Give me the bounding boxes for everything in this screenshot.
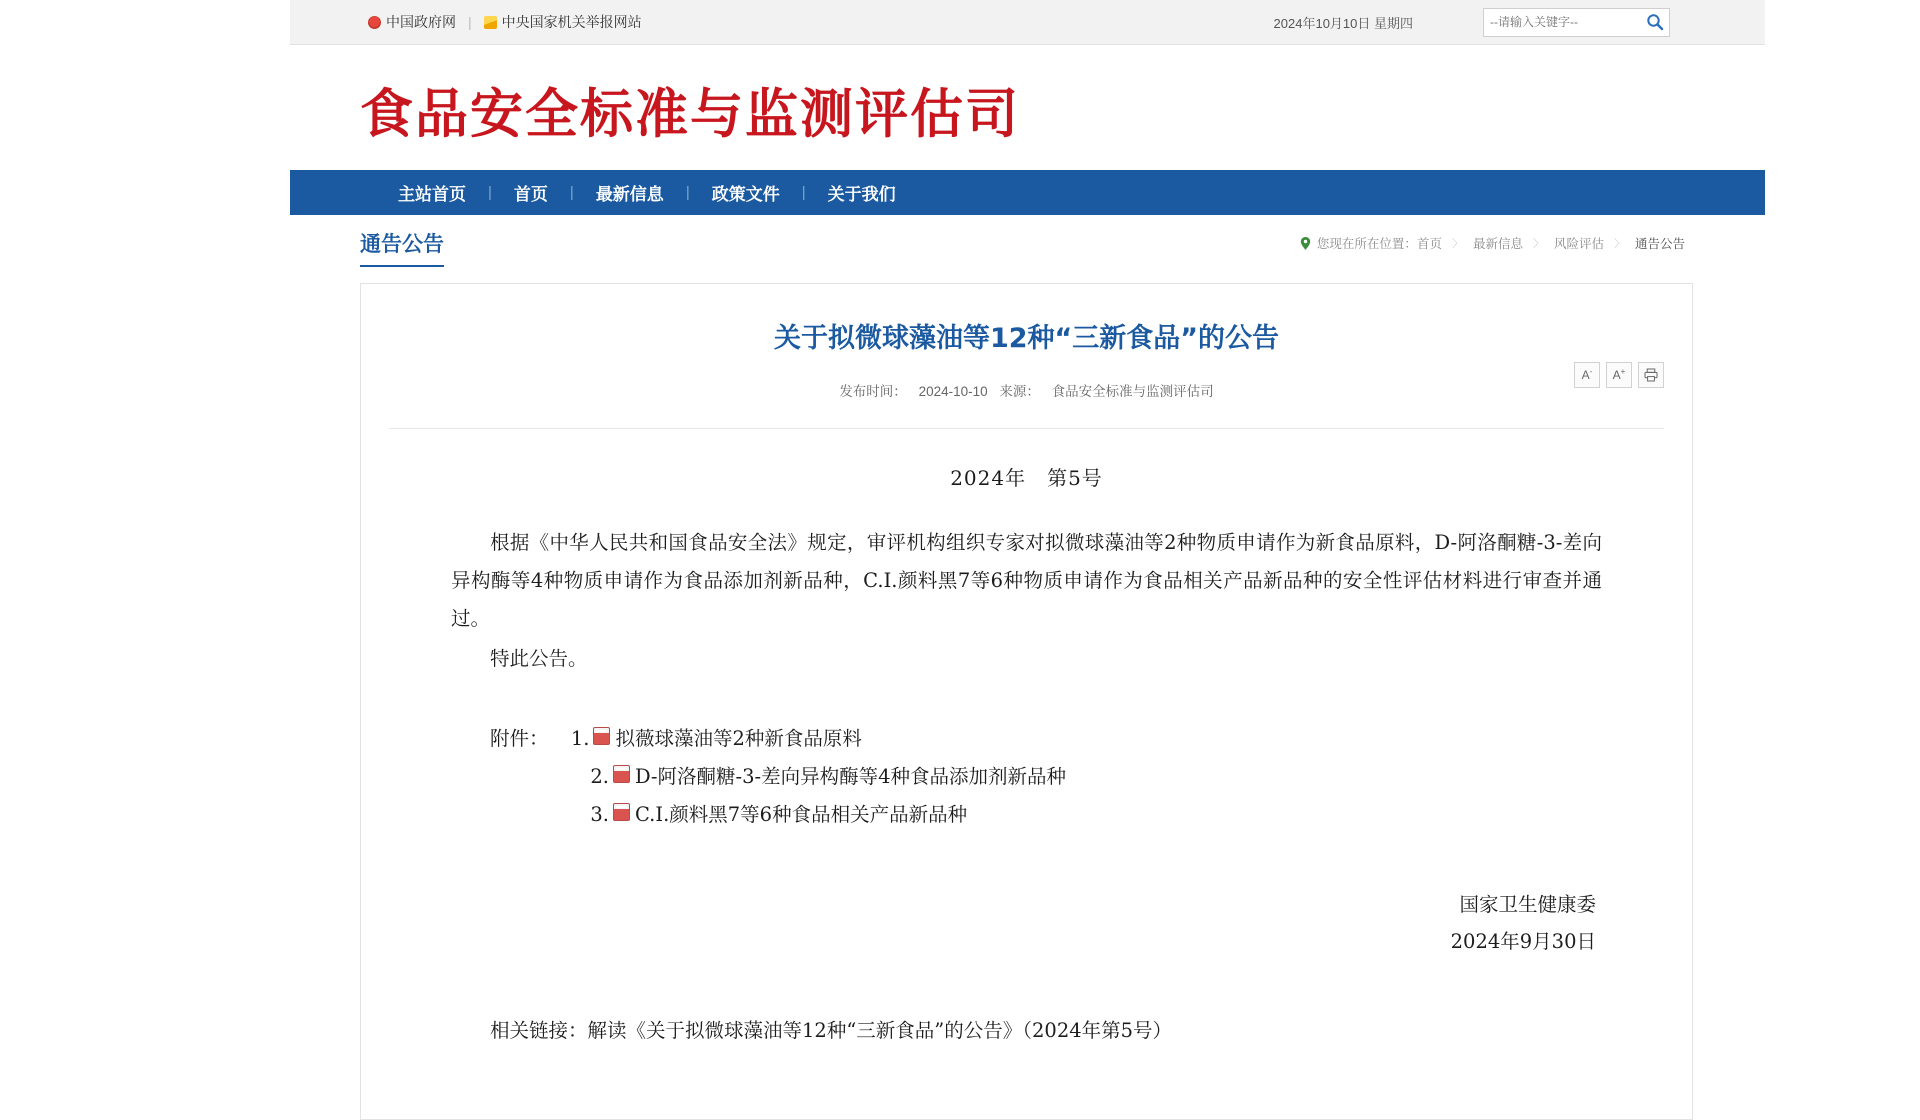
font-larger-label: A: [1612, 368, 1621, 382]
pdf-file-icon: [613, 765, 630, 783]
search-input[interactable]: [1484, 11, 1640, 34]
breadcrumb-prefix: 您现在所在位置：: [1316, 237, 1417, 251]
location-pin-icon: [1300, 237, 1311, 250]
attachment-1-link[interactable]: 拟薇球藻油等2种新食品原料: [615, 726, 862, 750]
printer-icon: [1644, 368, 1658, 382]
link-china-gov[interactable]: [368, 12, 456, 32]
breadcrumb-item-home[interactable]: 首页: [1416, 237, 1442, 251]
nav-divider-3: |: [685, 184, 690, 201]
nav-item-home-main[interactable]: 主站首页: [398, 185, 466, 204]
attachment-3-link[interactable]: C.I.颜料黑7等6种食品相关产品新品种: [634, 802, 968, 826]
breadcrumb-item-risk-assessment[interactable]: 风险评估: [1553, 237, 1604, 251]
nav-divider-4: |: [801, 184, 806, 201]
site-title: 食品安全标准与监测评估司: [360, 84, 1020, 145]
print-button[interactable]: [1638, 362, 1664, 388]
topbar-separator: |: [468, 14, 472, 30]
report-badge-icon: [484, 16, 497, 29]
gov-badge-icon: [368, 16, 381, 29]
font-smaller-label: A: [1581, 368, 1590, 382]
document-number: 2024年 第5号: [950, 465, 1103, 490]
paragraph-2: 特此公告。: [490, 646, 588, 670]
main-nav: [290, 170, 1765, 215]
breadcrumb-arrow-3: 〉: [1613, 238, 1625, 250]
related-link[interactable]: 解读《关于拟微球藻油等12种“三新食品”的公告》（2024年第5号）: [587, 1019, 1173, 1042]
nav-item-about-us[interactable]: 关于我们: [827, 185, 896, 204]
channel-row: [290, 228, 1765, 270]
page-title: 通告公告: [360, 228, 444, 267]
publish-time-value: 2024-10-10: [918, 383, 988, 399]
attachment-1-number: 1.: [570, 726, 590, 750]
attachment-3-number: 3.: [590, 802, 609, 826]
top-utility-bar: [290, 0, 1765, 45]
related-link-label: 相关链接：: [490, 1019, 588, 1042]
article-title: 关于拟微球藻油等12种“三新食品”的公告: [773, 323, 1280, 354]
font-larger-button[interactable]: [1606, 362, 1632, 388]
source-value: 食品安全标准与监测评估司: [1051, 383, 1214, 399]
left-gutter: [0, 0, 290, 1120]
font-smaller-sup: -: [1589, 366, 1593, 376]
font-smaller-button[interactable]: [1574, 362, 1600, 388]
nav-divider-2: |: [569, 184, 574, 201]
link-china-gov-label: 中国政府网: [386, 14, 456, 30]
article-body: [451, 459, 1602, 1050]
article-card: [360, 283, 1693, 1120]
topbar-links: [368, 12, 642, 32]
nav-item-home[interactable]: 首页: [513, 185, 548, 204]
breadcrumb-item-latest-info[interactable]: 最新信息: [1472, 237, 1523, 251]
signature-organization: 国家卫生健康委: [1459, 892, 1596, 916]
font-larger-sup: +: [1620, 366, 1626, 376]
attachments-label: 附件：: [490, 726, 549, 750]
attachment-row-2: [568, 758, 1602, 796]
breadcrumb: [1300, 234, 1685, 252]
nav-item-latest-info[interactable]: 最新信息: [595, 185, 664, 204]
main-nav-items: [376, 180, 918, 205]
article-divider: [389, 428, 1664, 429]
pdf-file-icon: [593, 727, 610, 745]
current-date: 2024年10月10日 星期四: [1273, 15, 1413, 31]
search-icon: [1645, 12, 1665, 32]
breadcrumb-item-current: 通告公告: [1634, 237, 1685, 251]
nav-item-policy-documents[interactable]: 政策文件: [711, 185, 780, 204]
search-button[interactable]: [1640, 9, 1669, 36]
right-gutter: [1765, 0, 1920, 1120]
nav-divider-1: |: [488, 184, 492, 201]
paragraph-1: 根据《中华人民共和国食品安全法》规定，审评机构组织专家对拟微球藻油等2种物质申请作为新食品原料，D-阿洛酮糖-3-差向异构酶等4种物质申请作为食品添加剂新品种，C.I.颜料黑7等6种物质申请作为食品相关产品新品种的安全性评估材料进行审查并通过。: [451, 530, 1602, 630]
signature-date: 2024年9月30日: [1450, 929, 1596, 953]
publish-time-label: 发布时间：: [839, 383, 907, 399]
related-link-row: [451, 1012, 1602, 1050]
attachment-2-link[interactable]: D-阿洛酮糖-3-差向异构酶等4种食品添加剂新品种: [634, 764, 1067, 788]
topbar-right: [1274, 8, 1670, 37]
content-wrapper: [290, 0, 1765, 1120]
attachments-block: [451, 720, 1602, 834]
source-label: 来源：: [999, 383, 1040, 399]
attachment-row-1: [451, 720, 1602, 758]
article-meta: [361, 380, 1692, 400]
link-report-site[interactable]: [484, 12, 642, 32]
attachment-row-3: [568, 796, 1602, 834]
breadcrumb-arrow-2: 〉: [1532, 238, 1544, 250]
search-box[interactable]: [1483, 8, 1670, 37]
pdf-file-icon: [613, 803, 630, 821]
article-tools: [1574, 362, 1664, 388]
signature-block: [451, 886, 1602, 960]
breadcrumb-arrow-1: 〉: [1451, 238, 1463, 250]
attachment-2-number: 2.: [590, 764, 609, 788]
link-report-site-label: 中央国家机关举报网站: [501, 14, 642, 30]
